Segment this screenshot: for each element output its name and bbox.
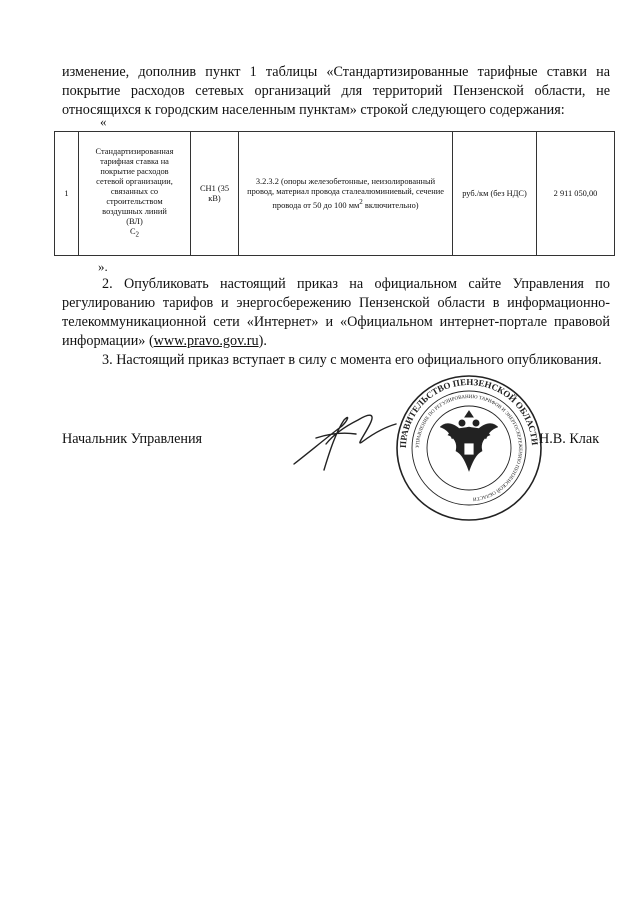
intro-paragraph: изменение, дополнив пункт 1 таблицы «Стандартизированные тарифные ставки на покрытие расходов сетевых организаций для территорий Пензенской области, не относящихся к городским населенным пунктам» строкой следующего содержания: (62, 64, 610, 118)
rate-name-line: воздушных линий (102, 207, 167, 217)
official-seal (394, 373, 544, 523)
rate-name-line: сетевой организации, (96, 177, 173, 187)
paragraph-2-end: ). (258, 333, 267, 349)
seal-inner-text: УПРАВЛЕНИЕ ПО РЕГУЛИРОВАНИЮ ТАРИФОВ И ЭНЕРГОСБЕРЕЖЕНИЮ ПЕНЗЕНСКОЙ ОБЛАСТИ (415, 394, 523, 501)
rate-name-line: Стандартизированная (95, 147, 174, 157)
rate-name-line: (ВЛ) (126, 217, 143, 227)
description-superscript: 2 (359, 197, 363, 206)
description-tail: включительно) (362, 200, 419, 210)
unit-cell: руб./км (без НДС) (453, 132, 537, 256)
table-row (55, 132, 615, 256)
rate-name-cell (79, 132, 191, 256)
seal-outer-text: ПРАВИТЕЛЬСТВО ПЕНЗЕНСКОЙ ОБЛАСТИ (397, 376, 541, 449)
voltage-cell: СН1 (35 кВ) (191, 132, 239, 256)
rate-name-line: связанных со (110, 187, 159, 197)
coat-of-arms-eagle-icon (440, 411, 498, 471)
rate-name-line: покрытие расходов (100, 167, 169, 177)
row-number-cell: 1 (55, 132, 79, 256)
signer-title: Начальник Управления (62, 431, 203, 447)
rate-symbol-letter: C (129, 227, 136, 237)
open-quote: « (100, 114, 107, 129)
description-cell (239, 132, 453, 256)
paragraph-2-text: 2. Опубликовать настоящий приказ на официальном сайте Управления по регулированию тарифов и энергосбережению Пензенской области в информационно-телекоммуникационной сети «Интернет» и «Официальном интернет-портале правовой информации» ( (62, 276, 610, 349)
signer-name: Н.В. Клак (539, 431, 600, 447)
value-cell: 2 911 050,00 (537, 132, 615, 256)
handwritten-signature (286, 398, 406, 478)
rate-symbol-subscript: 2 (135, 230, 140, 239)
close-quote: ». (98, 259, 108, 274)
tariff-table (54, 131, 615, 256)
rate-name-line: тарифная ставка на (100, 157, 169, 167)
rate-symbol (82, 227, 187, 240)
pravo-link[interactable]: www.pravo.gov.ru (153, 333, 259, 349)
description-text: 3.2.3.2 (опоры железобетонные, неизолированный провод, материал провода сталеалюминиевый, сечение провода от 50 до 100 мм (247, 176, 444, 210)
rate-name-line: строительством (106, 197, 163, 207)
paragraph-2 (62, 275, 610, 351)
paragraph-3: 3. Настоящий приказ вступает в силу с момента его официального опубликования. (102, 352, 602, 368)
